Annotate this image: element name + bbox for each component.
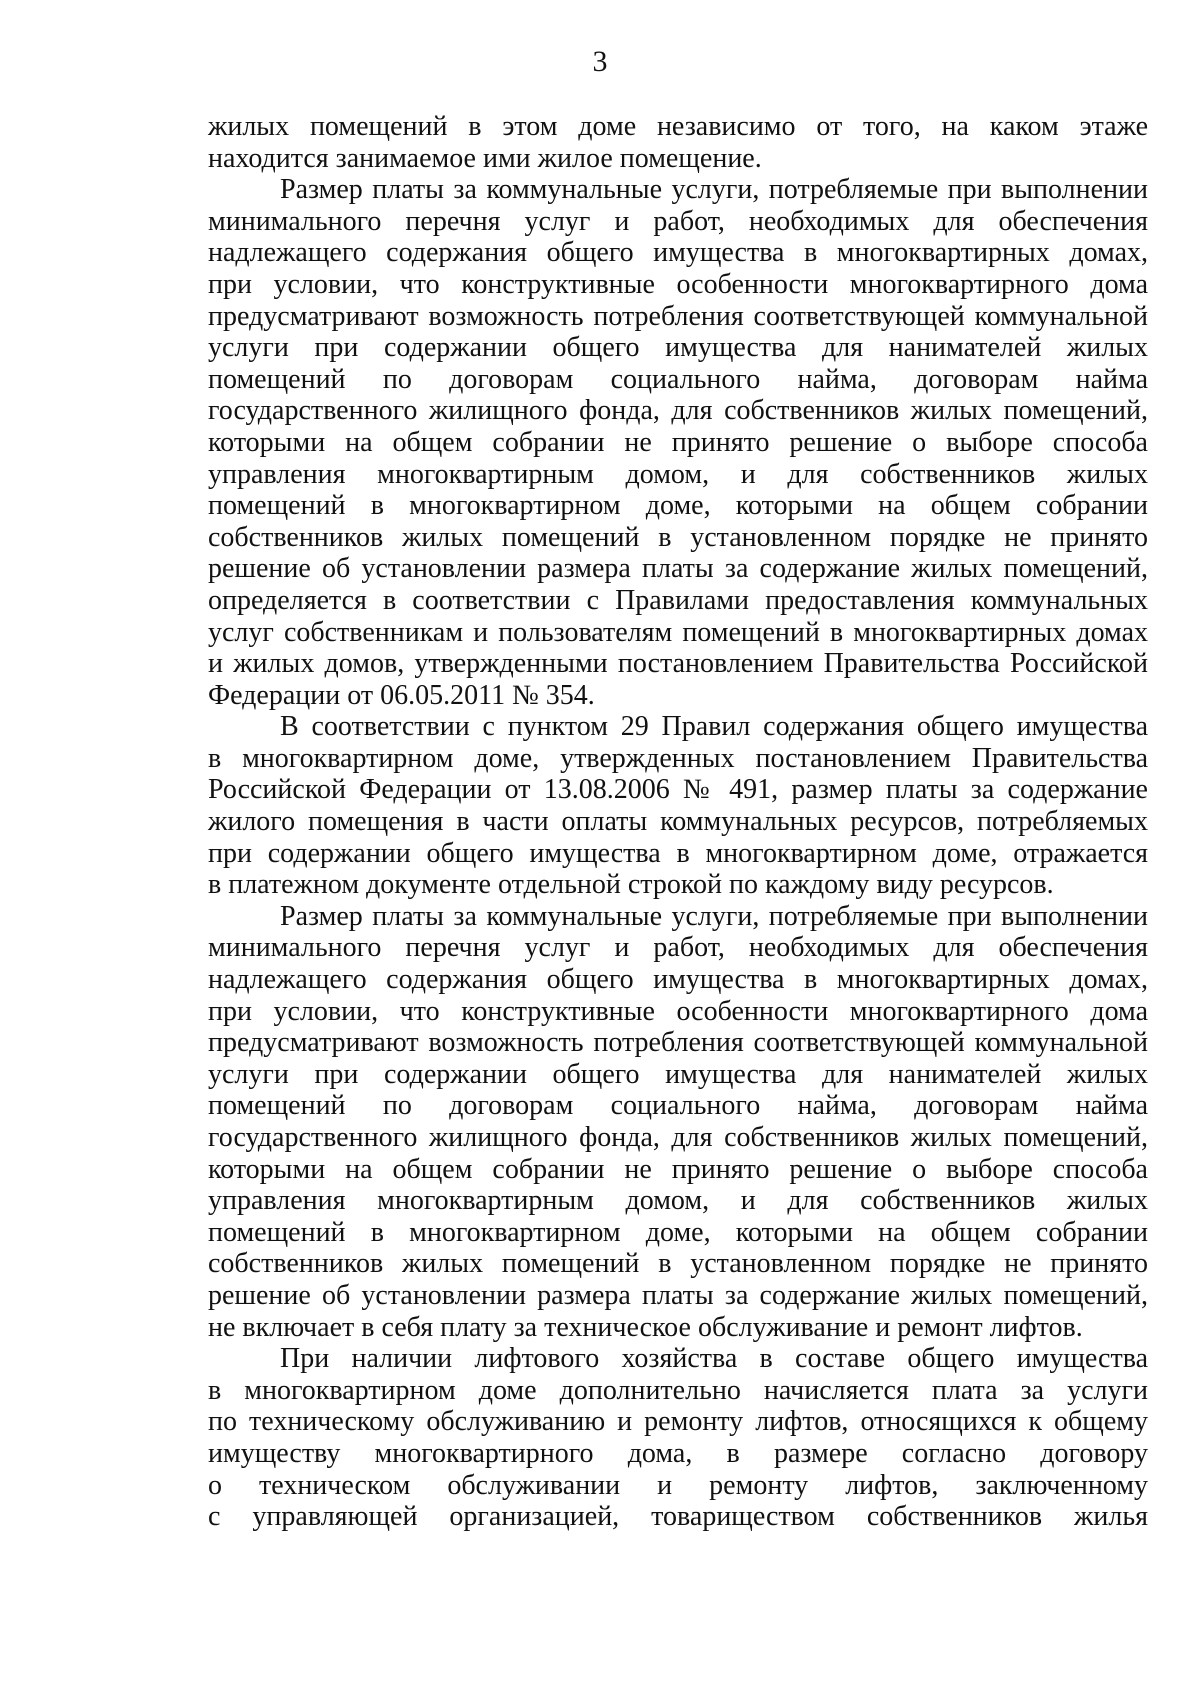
text-line: государственного жилищного фонда, для собственников жилых помещений, (208, 395, 1148, 427)
text-line: определяется в соответствии с Правилами предоставления коммунальных (208, 584, 1148, 616)
text-line: имуществу многоквартирного дома, в размере согласно договору (208, 1437, 1148, 1469)
text-line: Федерации от 06.05.2011 № 354. (208, 679, 595, 711)
text-line: управления многоквартирным домом, и для собственников жилых (208, 1185, 1148, 1217)
text-line: о техническом обслуживании и ремонту лифтов, заключенному (208, 1469, 1148, 1501)
text-line: предусматривают возможность потребления соответствующей коммунальной (208, 300, 1148, 332)
text-line: надлежащего содержания общего имущества в многоквартирных домах, (208, 964, 1148, 996)
text-line: управления многоквартирным домом, и для собственников жилых (208, 458, 1148, 490)
text-line: Размер платы за коммунальные услуги, потребляемые при выполнении (280, 900, 1148, 932)
text-line: при условии, что конструктивные особенности многоквартирного дома (208, 268, 1148, 300)
text-line: услуг собственникам и пользователям помещений в многоквартирных домах (208, 616, 1148, 648)
text-line: находится занимаемое ими жилое помещение. (208, 142, 762, 174)
text-line: собственников жилых помещений в установленном порядке не принято (208, 1248, 1148, 1280)
text-line: Размер платы за коммунальные услуги, потребляемые при выполнении (280, 174, 1148, 206)
text-line: помещений в многоквартирном доме, которыми на общем собрании (208, 490, 1148, 522)
text-line: минимального перечня услуг и работ, необходимых для обеспечения (208, 205, 1148, 237)
text-line: решение об установлении размера платы за содержание жилых помещений, (208, 553, 1148, 585)
paragraph (208, 174, 1148, 711)
paragraph (208, 711, 1148, 901)
text-line: в многоквартирном доме дополнительно начисляется плата за услуги (208, 1374, 1148, 1406)
paragraph (208, 901, 1148, 1343)
text-line: которыми на общем собрании не принято решение о выборе способа (208, 1153, 1148, 1185)
text-line: Российской Федерации от 13.08.2006 № 491, размер платы за содержание (208, 774, 1148, 806)
text-line: надлежащего содержания общего имущества в многоквартирных домах, (208, 237, 1148, 269)
text-line: минимального перечня услуг и работ, необходимых для обеспечения (208, 932, 1148, 964)
text-line: предусматривают возможность потребления соответствующей коммунальной (208, 1027, 1148, 1059)
text-line: и жилых домов, утвержденными постановлением Правительства Российской (208, 648, 1148, 680)
text-line: решение об установлении размера платы за содержание жилых помещений, (208, 1279, 1148, 1311)
text-line: жилых помещений в этом доме независимо от того, на каком этаже (208, 111, 1148, 142)
paragraph (208, 1343, 1148, 1533)
text-line: при содержании общего имущества в многоквартирном доме, отражается (208, 837, 1148, 869)
text-line: услуги при содержании общего имущества для нанимателей жилых (208, 332, 1148, 364)
text-line: жилого помещения в части оплаты коммунальных ресурсов, потребляемых (208, 806, 1148, 838)
text-line: государственного жилищного фонда, для собственников жилых помещений, (208, 1122, 1148, 1153)
text-line: при условии, что конструктивные особенности многоквартирного дома (208, 995, 1148, 1027)
text-line: в платежном документе отдельной строкой по каждому виду ресурсов. (208, 869, 1054, 901)
text-line: помещений по договорам социального найма, договорам найма (208, 1090, 1148, 1122)
text-line: не включает в себя плату за техническое обслуживание и ремонт лифтов. (208, 1311, 1083, 1343)
text-line: по техническому обслуживанию и ремонту лифтов, относящихся к общему (208, 1406, 1148, 1438)
text-line: При наличии лифтового хозяйства в составе общего имущества (280, 1343, 1148, 1375)
document-body (208, 111, 1148, 1533)
text-line: с управляющей организацией, товариществом собственников жилья (208, 1501, 1148, 1533)
page-number: 3 (592, 45, 608, 78)
text-line: В соответствии с пунктом 29 Правил содержания общего имущества (280, 711, 1148, 743)
text-line: которыми на общем собрании не принято решение о выборе способа (208, 426, 1148, 458)
text-line: услуги при содержании общего имущества для нанимателей жилых (208, 1058, 1148, 1090)
text-line: помещений по договорам социального найма, договорам найма (208, 363, 1148, 395)
paragraph (208, 111, 1148, 174)
text-line: собственников жилых помещений в установленном порядке не принято (208, 521, 1148, 553)
text-line: помещений в многоквартирном доме, которыми на общем собрании (208, 1216, 1148, 1248)
text-line: в многоквартирном доме, утвержденных постановлением Правительства (208, 742, 1148, 774)
